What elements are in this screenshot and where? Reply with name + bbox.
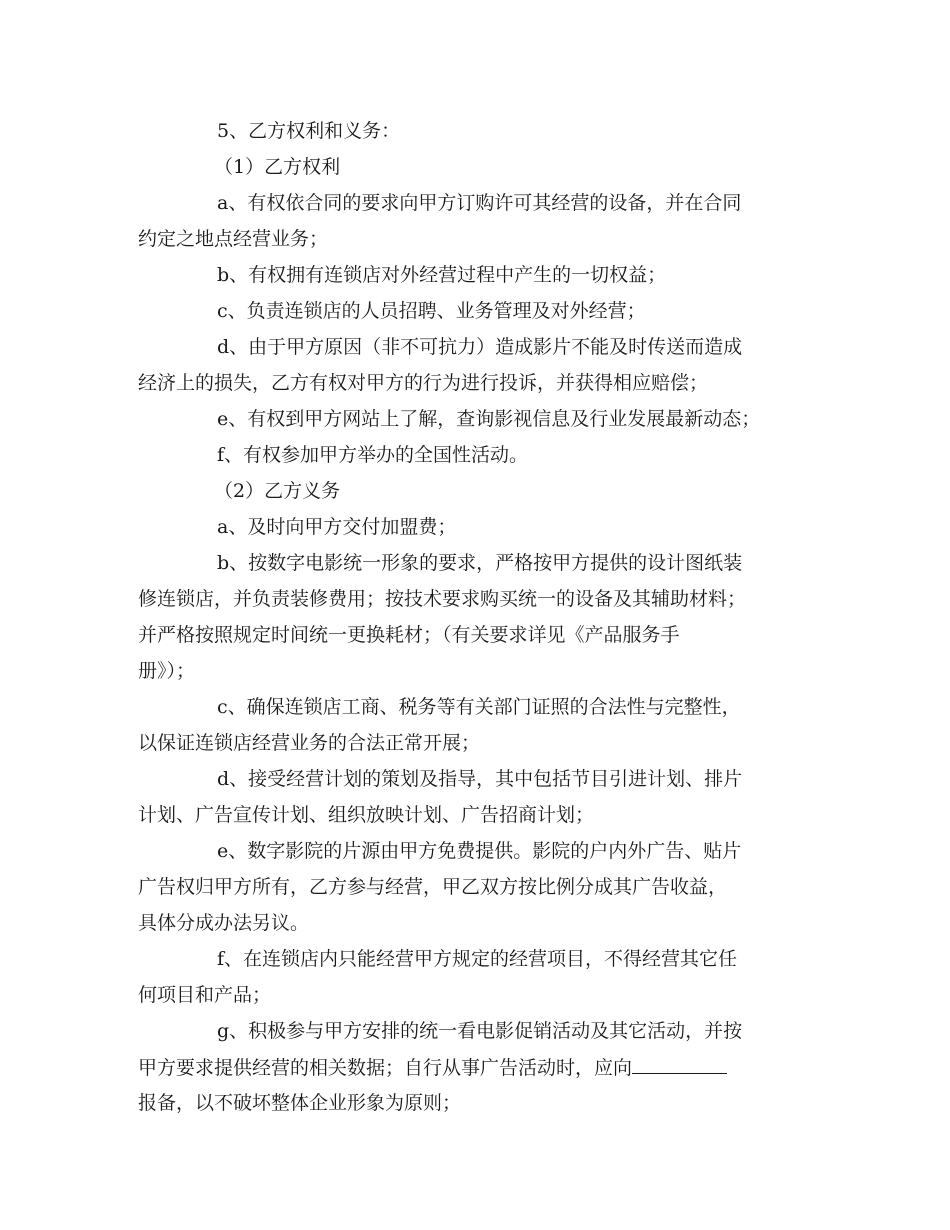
fill-in-blank [632, 1054, 727, 1074]
paragraph-line: 约定之地点经营业务； [138, 228, 329, 250]
subsection-heading-rights: （1）乙方权利 [214, 156, 341, 178]
paragraph-line: e、有权到甲方网站上了解，查询影视信息及行业发展最新动态； [217, 408, 761, 430]
paragraph-line: 报备，以不破坏整体企业形象为原则； [138, 1092, 462, 1114]
paragraph-line: 修连锁店，并负责装修费用；按技术要求购买统一的设备及其辅助材料； [138, 588, 747, 610]
paragraph-text: 甲方要求提供经营的相关数据；自行从事广告活动时，应向 [138, 1057, 633, 1079]
paragraph-line-with-blank [0, 1054, 950, 1081]
paragraph-line: d、由于甲方原因（非不可抗力）造成影片不能及时传送而造成 [217, 336, 743, 358]
paragraph-line: a、有权依合同的要求向甲方订购许可其经营的设备，并在合同 [217, 192, 742, 214]
paragraph-line: 具体分成办法另议。 [138, 912, 310, 934]
paragraph-line: d、接受经营计划的策划及指导，其中包括节目引进计划、排片 [217, 768, 743, 790]
paragraph-line: 并严格按照规定时间统一更换耗材；（有关要求详见《产品服务手 [138, 624, 680, 646]
paragraph-line: 册》）； [138, 660, 196, 682]
paragraph-line: 何项目和产品； [138, 984, 272, 1006]
paragraph-line: c、确保连锁店工商、税务等有关部门证照的合法性与完整性， [217, 696, 741, 718]
paragraph-line: b、按数字电影统一形象的要求，严格按甲方提供的设计图纸装 [217, 552, 743, 574]
paragraph-line: 广告权归甲方所有，乙方参与经营，甲乙双方按比例分成其广告收益， [138, 876, 728, 898]
section-heading: 5、乙方权利和义务： [217, 120, 401, 142]
paragraph-line: 经济上的损失，乙方有权对甲方的行为进行投诉，并获得相应赔偿； [138, 372, 709, 394]
paragraph-line: 计划、广告宣传计划、组织放映计划、广告招商计划； [138, 804, 595, 826]
paragraph-line: b、有权拥有连锁店对外经营过程中产生的一切权益； [217, 264, 667, 286]
paragraph-line: f、有权参加甲方举办的全国性活动。 [217, 444, 529, 466]
paragraph-line: e、数字影院的片源由甲方免费提供。影院的户内外广告、贴片 [217, 840, 742, 862]
paragraph-line: 以保证连锁店经营业务的合法正常开展； [138, 732, 481, 754]
paragraph-line: c、负责连锁店的人员招聘、业务管理及对外经营； [217, 300, 646, 322]
paragraph-line: a、及时向甲方交付加盟费； [217, 516, 457, 538]
paragraph-line: g、积极参与甲方安排的统一看电影促销活动及其它活动，并按 [217, 1020, 743, 1042]
subsection-heading-obligations: （2）乙方义务 [214, 480, 341, 502]
paragraph-line: f、在连锁店内只能经营甲方规定的经营项目，不得经营其它任 [217, 948, 738, 970]
